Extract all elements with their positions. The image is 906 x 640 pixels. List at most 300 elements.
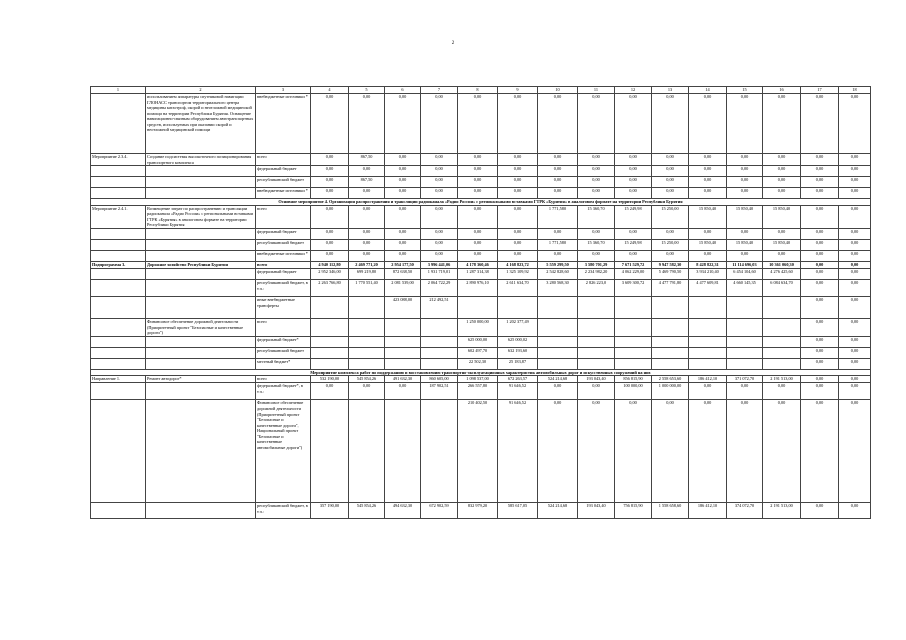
value-cell: 0,00 [689, 94, 727, 154]
value-cell [538, 297, 578, 319]
value-cell: 0,00 [311, 154, 349, 166]
value-cell: 0,00 [385, 177, 421, 188]
funding-source-cell: всего [256, 319, 311, 337]
value-cell: 15 850,40 [763, 240, 801, 251]
value-cell [652, 297, 689, 319]
row-code-cell [91, 177, 146, 188]
column-number-cell: 4 [311, 87, 349, 94]
column-number-cell: 3 [256, 87, 311, 94]
value-cell: 0,00 [615, 251, 652, 262]
value-cell: 2 826 223,0 [578, 280, 615, 297]
value-cell: 0,00 [349, 251, 385, 262]
value-cell: 0,00 [839, 319, 871, 337]
column-number-cell: 7 [421, 87, 458, 94]
value-cell: 0,00 [801, 347, 839, 358]
value-cell: 0,00 [538, 229, 578, 240]
value-cell [615, 358, 652, 369]
value-cell: 0,00 [311, 177, 349, 188]
value-cell: 0,00 [498, 251, 538, 262]
row-name-cell [146, 229, 256, 240]
row-name-cell: использованием аппаратуры спутниковой навигации ГЛОНАСС транспортом территориального центра медицины катастроф, скорой и неотложной медицинской помощи на территории Республики Бурятия. Оснащение навигационно-связным оборудованием автотранспортных средств, используемых при оказании скорой и неотложной медицинской помощи [146, 94, 256, 154]
value-cell: 423 088,00 [385, 297, 421, 319]
row-code-cell [91, 400, 146, 503]
table-row [91, 319, 871, 337]
value-cell: 4 940 112,80 [311, 262, 349, 269]
value-cell [421, 358, 458, 369]
value-cell: 0,00 [652, 154, 689, 166]
value-cell: 0,00 [801, 319, 839, 337]
value-cell: 2 263 766,80 [311, 280, 349, 297]
funding-source-cell: всего [256, 262, 311, 269]
value-cell: 0,00 [801, 376, 839, 383]
value-cell: 4 168 823,72 [498, 262, 538, 269]
value-cell: 4 477 609,81 [689, 280, 727, 297]
row-code-cell: Направление 1. [91, 376, 146, 383]
value-cell [311, 336, 349, 347]
value-cell: 0,00 [763, 177, 801, 188]
value-cell: 0,00 [538, 251, 578, 262]
value-cell: 0,00 [498, 229, 538, 240]
value-cell: 0,00 [727, 229, 763, 240]
value-cell: 0,00 [311, 94, 349, 154]
value-cell: 0,00 [578, 154, 615, 166]
value-cell: 0,00 [801, 262, 839, 269]
value-cell: 491 632,30 [385, 376, 421, 383]
value-cell: 0,00 [421, 205, 458, 228]
table-row [91, 383, 871, 400]
table-row [91, 347, 871, 358]
value-cell: 524 214,68 [538, 503, 578, 519]
value-cell: 100 000,00 [615, 383, 652, 400]
value-cell: 0,00 [652, 177, 689, 188]
value-cell: 0,00 [498, 188, 538, 199]
value-cell: 699 219,80 [349, 269, 385, 280]
value-cell: 856 815,90 [615, 376, 652, 383]
value-cell: 0,00 [538, 188, 578, 199]
funding-source-cell: всего [256, 205, 311, 228]
table-row [91, 376, 871, 383]
value-cell: 2 234 982,20 [578, 269, 615, 280]
value-cell [615, 319, 652, 337]
value-cell: 0,00 [652, 94, 689, 154]
value-cell: 625 000,00 [458, 336, 498, 347]
table-row [91, 251, 871, 262]
value-cell [727, 297, 763, 319]
value-cell: 2 954 177,50 [385, 262, 421, 269]
value-cell: 0,00 [349, 205, 385, 228]
value-cell: 585 617,05 [498, 503, 538, 519]
row-name-cell [146, 347, 256, 358]
value-cell [349, 358, 385, 369]
value-cell: 0,00 [689, 188, 727, 199]
value-cell [311, 319, 349, 337]
value-cell: 0,00 [458, 154, 498, 166]
value-cell [538, 319, 578, 337]
value-cell: 0,00 [578, 177, 615, 188]
value-cell: 0,00 [727, 166, 763, 177]
value-cell: 1 931 719,01 [421, 269, 458, 280]
value-cell: 3 609 300,72 [615, 280, 652, 297]
value-cell: 8 428 822,31 [689, 262, 727, 269]
column-number-cell: 13 [652, 87, 689, 94]
value-cell: 0,00 [349, 383, 385, 400]
funding-source-cell: республиканский бюджет [256, 177, 311, 188]
value-cell [311, 358, 349, 369]
value-cell: 186 412,10 [689, 376, 727, 383]
value-cell: 186 412,10 [689, 503, 727, 519]
value-cell: 0,00 [578, 251, 615, 262]
value-cell: 0,00 [652, 229, 689, 240]
value-cell: 0,00 [498, 177, 538, 188]
value-cell: 602 497,70 [458, 347, 498, 358]
value-cell: 0,00 [801, 336, 839, 347]
table-row [91, 205, 871, 228]
value-cell: 0,00 [689, 177, 727, 188]
value-cell: 1 771,580 [538, 205, 578, 228]
value-cell: 4 276 425,60 [763, 269, 801, 280]
value-cell: 15 850,40 [763, 205, 801, 228]
value-cell [349, 347, 385, 358]
value-cell: 0,00 [615, 154, 652, 166]
row-name-cell [146, 251, 256, 262]
value-cell: 15 250,00 [652, 205, 689, 228]
column-number-cell: 14 [689, 87, 727, 94]
value-cell [498, 297, 538, 319]
value-cell: 15 850,40 [689, 205, 727, 228]
table-row [91, 229, 871, 240]
row-code-cell [91, 269, 146, 280]
column-number-cell: 17 [801, 87, 839, 94]
value-cell: 193 043,40 [578, 503, 615, 519]
section-title: Мероприятие комплекса работ по поддержанию и восстановлению транспортно-эксплуатационных характеристик автомобильных дорог и искусственных сооружений на них [91, 369, 871, 376]
value-cell: 0,00 [801, 188, 839, 199]
value-cell: 0,00 [385, 240, 421, 251]
value-cell: 0,00 [578, 400, 615, 503]
value-cell: 1 287 314,38 [458, 269, 498, 280]
row-code-cell [91, 347, 146, 358]
value-cell [311, 297, 349, 319]
value-cell [763, 297, 801, 319]
value-cell [689, 319, 727, 337]
value-cell: 2 469 771,20 [349, 262, 385, 269]
value-cell: 0,00 [689, 166, 727, 177]
column-number-cell: 16 [763, 87, 801, 94]
value-cell: 872 638,50 [385, 269, 421, 280]
column-number-cell: 9 [498, 87, 538, 94]
value-cell [349, 400, 385, 503]
table-row [91, 240, 871, 251]
value-cell: 0,00 [689, 251, 727, 262]
value-cell: 0,00 [801, 383, 839, 400]
value-cell: 0,00 [458, 229, 498, 240]
value-cell: 0,00 [421, 154, 458, 166]
value-cell: 2 191 513,00 [763, 503, 801, 519]
value-cell: 0,00 [311, 229, 349, 240]
value-cell: 0,00 [421, 166, 458, 177]
table-row [91, 262, 871, 269]
table-row [91, 400, 871, 503]
value-cell: 0,00 [839, 177, 871, 188]
value-cell: 0,00 [727, 94, 763, 154]
section-row [91, 369, 871, 376]
value-cell: 0,00 [801, 251, 839, 262]
value-cell: 11 114 696,03 [727, 262, 763, 269]
value-cell: 0,00 [498, 166, 538, 177]
value-cell: 0,00 [385, 383, 421, 400]
table-row [91, 154, 871, 166]
value-cell: 867,50 [349, 154, 385, 166]
value-cell: 9 947 582,30 [652, 262, 689, 269]
value-cell: 0,00 [689, 154, 727, 166]
row-code-cell [91, 229, 146, 240]
value-cell: 0,00 [538, 383, 578, 400]
value-cell: 0,00 [801, 297, 839, 319]
table-row [91, 94, 871, 154]
value-cell: 0,00 [763, 383, 801, 400]
value-cell: 494 632,30 [385, 503, 421, 519]
column-number-cell: 10 [538, 87, 578, 94]
value-cell: 0,00 [349, 166, 385, 177]
value-cell: 0,00 [839, 347, 871, 358]
value-cell: 0,00 [578, 229, 615, 240]
value-cell: 1 250 000,00 [458, 319, 498, 337]
table-row [91, 297, 871, 319]
row-code-cell [91, 94, 146, 154]
value-cell [615, 347, 652, 358]
value-cell: 0,00 [839, 297, 871, 319]
value-cell: 0,00 [498, 205, 538, 228]
value-cell: 25 183,87 [498, 358, 538, 369]
column-number-cell: 1 [91, 87, 146, 94]
value-cell [727, 358, 763, 369]
value-cell: 0,00 [801, 280, 839, 297]
value-cell: 0,00 [839, 154, 871, 166]
value-cell: 524 214,68 [538, 376, 578, 383]
value-cell [763, 319, 801, 337]
row-name-cell [146, 188, 256, 199]
value-cell: 545 854,26 [349, 503, 385, 519]
funding-source-cell: федеральный бюджет [256, 229, 311, 240]
row-name-cell [146, 358, 256, 369]
value-cell: 0,00 [421, 229, 458, 240]
value-cell: 0,00 [801, 503, 839, 519]
funding-source-cell: внебюджетные источники * [256, 188, 311, 199]
value-cell [615, 336, 652, 347]
funding-source-cell: внебюджетные источники * [256, 94, 311, 154]
value-cell: 0,00 [763, 188, 801, 199]
section-title: Основное мероприятие 4. Организация распространения и трансляции радиоканала «Радио России» с региональными вставками ГТРК «Бурятия» в аналоговом формате на территории Республики Бурятия [91, 199, 871, 206]
table-row [91, 188, 871, 199]
row-name-cell [146, 400, 256, 503]
row-code-cell [91, 503, 146, 519]
value-cell: 0,00 [801, 229, 839, 240]
value-cell: 0,00 [578, 94, 615, 154]
value-cell [578, 297, 615, 319]
column-number-cell: 8 [458, 87, 498, 94]
value-cell: 0,00 [458, 177, 498, 188]
row-name-cell [146, 240, 256, 251]
value-cell: 15 850,40 [727, 205, 763, 228]
value-cell [538, 347, 578, 358]
value-cell [763, 347, 801, 358]
table-row [91, 280, 871, 297]
value-cell: 0,00 [421, 177, 458, 188]
value-cell: 3 580 701,29 [578, 262, 615, 269]
table-row [91, 177, 871, 188]
value-cell: 1 098 537,00 [458, 376, 498, 383]
value-cell: 0,00 [839, 336, 871, 347]
value-cell: 0,00 [727, 251, 763, 262]
value-cell [538, 336, 578, 347]
value-cell: 6 454 104,60 [727, 269, 763, 280]
value-cell [689, 336, 727, 347]
table-row [91, 166, 871, 177]
value-cell: 0,00 [498, 94, 538, 154]
row-name-cell: Создание подсистемы высокоточного позиционирования транспортного комплекса [146, 154, 256, 166]
value-cell: 0,00 [801, 205, 839, 228]
value-cell: 0,00 [839, 188, 871, 199]
value-cell: 0,00 [311, 188, 349, 199]
column-number-cell: 6 [385, 87, 421, 94]
budget-table [90, 86, 871, 519]
row-name-cell [146, 269, 256, 280]
row-name-cell [146, 280, 256, 297]
value-cell: 0,00 [652, 166, 689, 177]
value-cell: 10 361 060,30 [763, 262, 801, 269]
value-cell: 0,00 [538, 94, 578, 154]
row-code-cell [91, 240, 146, 251]
value-cell [311, 347, 349, 358]
value-cell: 0,00 [652, 400, 689, 503]
value-cell: 0,00 [349, 188, 385, 199]
column-number-cell: 2 [146, 87, 256, 94]
value-cell: 0,00 [839, 251, 871, 262]
value-cell: 0,00 [385, 166, 421, 177]
funding-source-cell: иные внебюджетные трансферты [256, 297, 311, 319]
value-cell: 0,00 [801, 269, 839, 280]
value-cell: 0,00 [652, 188, 689, 199]
table-row [91, 358, 871, 369]
value-cell: 0,00 [385, 229, 421, 240]
header-row [91, 87, 871, 94]
value-cell: 0,00 [727, 154, 763, 166]
funding-source-cell: федеральный бюджет*, в т.ч.: [256, 383, 311, 400]
value-cell [538, 358, 578, 369]
value-cell: 625 000,02 [498, 336, 538, 347]
value-cell: 0,00 [349, 94, 385, 154]
value-cell: 0,00 [615, 94, 652, 154]
row-code-cell [91, 188, 146, 199]
row-name-cell [146, 177, 256, 188]
row-code-cell [91, 319, 146, 337]
value-cell: 15 850,40 [689, 240, 727, 251]
value-cell: 0,00 [689, 229, 727, 240]
value-cell [385, 347, 421, 358]
value-cell [727, 347, 763, 358]
value-cell: 1 770 551,40 [349, 280, 385, 297]
value-cell: 0,00 [689, 400, 727, 503]
value-cell: 672 902,59 [421, 503, 458, 519]
funding-source-cell: федеральный бюджет* [256, 336, 311, 347]
value-cell: 15 249,98 [615, 240, 652, 251]
value-cell: 0,00 [385, 251, 421, 262]
value-cell [385, 319, 421, 337]
value-cell: 15 360,70 [578, 240, 615, 251]
value-cell [652, 347, 689, 358]
value-cell [385, 336, 421, 347]
funding-source-cell: всего [256, 376, 311, 383]
value-cell: 3 934 210,40 [689, 269, 727, 280]
funding-source-cell: всего [256, 154, 311, 166]
value-cell: 0,00 [727, 400, 763, 503]
value-cell: 0,00 [801, 166, 839, 177]
table-body [91, 87, 871, 519]
value-cell: 4 477 791,80 [652, 280, 689, 297]
value-cell: 0,00 [578, 188, 615, 199]
funding-source-cell: республиканский бюджет [256, 240, 311, 251]
value-cell [763, 358, 801, 369]
value-cell: 0,00 [763, 154, 801, 166]
value-cell: 1 771,580 [538, 240, 578, 251]
value-cell [652, 336, 689, 347]
value-cell: 0,00 [458, 240, 498, 251]
value-cell [349, 319, 385, 337]
value-cell [727, 336, 763, 347]
row-name-cell [146, 336, 256, 347]
value-cell: 193 043,40 [578, 376, 615, 383]
value-cell: 0,00 [311, 251, 349, 262]
value-cell: 832 979,20 [458, 503, 498, 519]
value-cell: 0,00 [311, 383, 349, 400]
value-cell [421, 400, 458, 503]
value-cell: 0,00 [839, 269, 871, 280]
value-cell: 0,00 [538, 154, 578, 166]
value-cell [458, 297, 498, 319]
value-cell: 0,00 [458, 188, 498, 199]
value-cell [578, 347, 615, 358]
value-cell: 0,00 [538, 177, 578, 188]
value-cell: 0,00 [801, 154, 839, 166]
value-cell: 212 492,51 [421, 297, 458, 319]
row-code-cell [91, 336, 146, 347]
value-cell: 2 558 653,60 [652, 376, 689, 383]
value-cell: 15 360,70 [578, 205, 615, 228]
row-code-cell [91, 166, 146, 177]
value-cell: 0,00 [839, 94, 871, 154]
value-cell: 0,00 [689, 383, 727, 400]
row-code-cell: Мероприятие 2.4.1. [91, 205, 146, 228]
value-cell: 0,00 [801, 240, 839, 251]
value-cell: 0,00 [763, 229, 801, 240]
funding-source-cell: федеральный бюджет [256, 166, 311, 177]
value-cell: 4 178 360,46 [458, 262, 498, 269]
value-cell: 0,00 [615, 229, 652, 240]
value-cell: 545 854,26 [349, 376, 385, 383]
value-cell: 1 325 109,92 [498, 269, 538, 280]
value-cell: 2 191 513,00 [763, 376, 801, 383]
value-cell: 0,00 [311, 205, 349, 228]
row-code-cell [91, 280, 146, 297]
table-row [91, 269, 871, 280]
value-cell [615, 297, 652, 319]
value-cell: 2 952 346,00 [311, 269, 349, 280]
row-name-cell: Финансовое обеспечение дорожной деятельности (Приоритетный проект "Безопасные и качественные дороги") [146, 319, 256, 337]
value-cell [421, 319, 458, 337]
value-cell: 0,00 [421, 251, 458, 262]
value-cell [349, 336, 385, 347]
value-cell [421, 336, 458, 347]
value-cell: 0,00 [578, 166, 615, 177]
